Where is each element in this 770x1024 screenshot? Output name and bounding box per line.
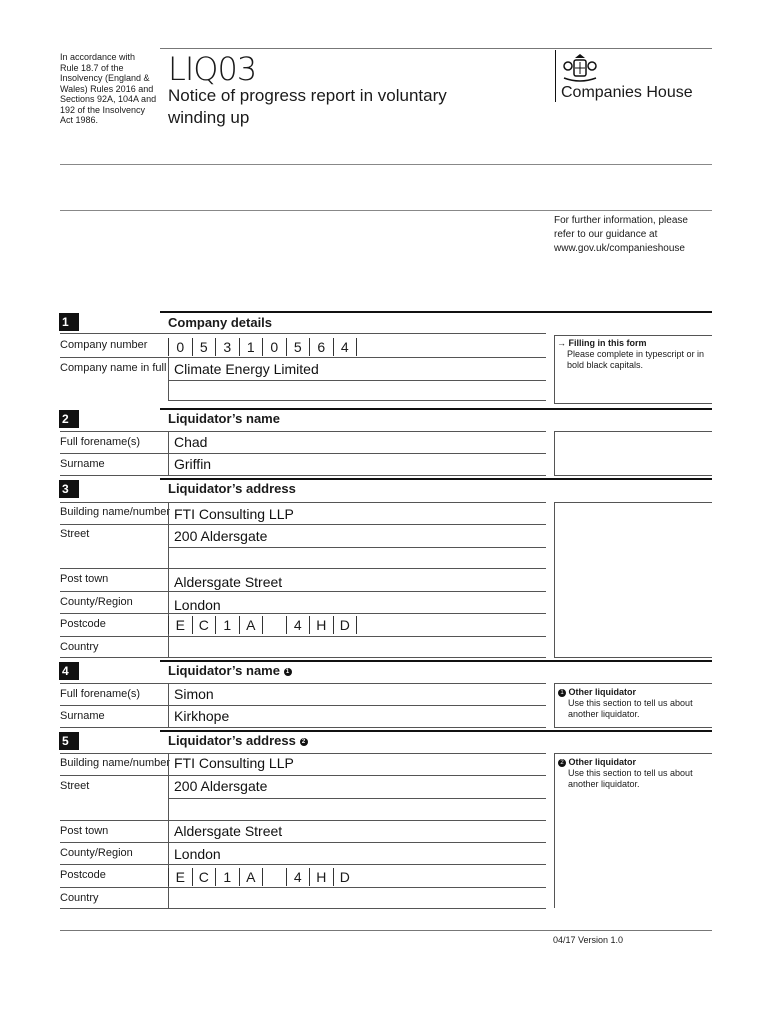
county-label-2: County/Region <box>60 847 133 859</box>
note-marker-1: 1 <box>284 668 292 676</box>
form-title-line2: winding up <box>168 108 250 127</box>
building-field[interactable]: FTI Consulting LLP <box>174 506 294 522</box>
company-number-digit: 0 <box>262 338 286 356</box>
postcode-char: 4 <box>286 868 310 886</box>
section-3-title: Liquidator’s address <box>168 481 296 496</box>
section-1-number: 1 <box>59 313 79 331</box>
post-town-label: Post town <box>60 573 109 585</box>
postcode-char: 4 <box>286 616 310 634</box>
other-liquidator-note-2: 2 Other liquidator Use this section to tell us about another liquidator. <box>558 757 693 790</box>
section-3-number: 3 <box>59 480 79 498</box>
postcode-label-2: Postcode <box>60 869 106 881</box>
forename-field[interactable]: Chad <box>174 434 208 450</box>
company-number-digit: 6 <box>309 338 333 356</box>
form-title-line1: Notice of progress report in voluntary <box>168 86 447 105</box>
section-4-number: 4 <box>59 662 79 680</box>
county-field[interactable]: London <box>174 597 221 613</box>
postcode-char: C <box>192 868 216 886</box>
building-field-2[interactable]: FTI Consulting LLP <box>174 755 294 771</box>
forename-label: Full forename(s) <box>60 436 141 448</box>
building-label-2: Building name/number <box>60 757 171 769</box>
org-name: Companies House <box>561 84 693 101</box>
postcode-char: D <box>333 868 357 886</box>
company-name-label: Company name in full <box>60 362 167 374</box>
building-label: Building name/number <box>60 506 171 518</box>
postcode-char <box>262 868 286 886</box>
county-field-2[interactable]: London <box>174 846 221 862</box>
post-town-label-2: Post town <box>60 825 109 837</box>
country-label-2: Country <box>60 892 99 904</box>
street-field[interactable]: 200 Aldersgate <box>174 528 268 544</box>
postcode-label: Postcode <box>60 618 106 630</box>
company-number-digit: 4 <box>333 338 357 356</box>
post-town-field[interactable]: Aldersgate Street <box>174 574 283 590</box>
post-town-field-2[interactable]: Aldersgate Street <box>174 823 283 839</box>
surname-label-2: Surname <box>60 710 105 722</box>
street-field-2[interactable]: 200 Aldersgate <box>174 778 268 794</box>
postcode-char: 1 <box>215 616 239 634</box>
section-1-title: Company details <box>168 315 273 330</box>
filling-in-note: → Filling in this form Please complete in typescript or in bold black capitals. <box>557 338 705 370</box>
company-number-digit: 1 <box>239 338 263 356</box>
section-4-title: Liquidator’s name 1 <box>168 663 292 678</box>
postcode-char: A <box>239 616 263 634</box>
surname-label: Surname <box>60 458 105 470</box>
forename-field-2[interactable]: Simon <box>174 686 214 702</box>
other-liquidator-note-1: 1 Other liquidator Use this section to tell us about another liquidator. <box>558 687 693 720</box>
section-5-title: Liquidator’s address 2 <box>168 733 308 748</box>
postcode-field[interactable] <box>168 616 357 634</box>
postcode-char: D <box>333 616 357 634</box>
royal-crest-icon <box>562 54 598 84</box>
postcode-char: A <box>239 868 263 886</box>
county-label: County/Region <box>60 596 133 608</box>
postcode-char: H <box>309 868 333 886</box>
postcode-char: H <box>309 616 333 634</box>
company-number-digit: 0 <box>168 338 192 356</box>
postcode-char: C <box>192 616 216 634</box>
surname-field-2[interactable]: Kirkhope <box>174 708 230 724</box>
company-name-field[interactable]: Climate Energy Limited <box>174 361 319 377</box>
note-marker-2: 2 <box>300 738 308 746</box>
company-number-digit: 3 <box>215 338 239 356</box>
company-number-digit: 5 <box>192 338 216 356</box>
company-number-field[interactable] <box>168 338 357 356</box>
postcode-char <box>262 616 286 634</box>
surname-field[interactable]: Griffin <box>174 456 212 472</box>
section-5-number: 5 <box>59 732 79 750</box>
postcode-char: E <box>168 616 192 634</box>
postcode-char: E <box>168 868 192 886</box>
postcode-char: 1 <box>215 868 239 886</box>
form-code: LIQ03 <box>168 50 257 88</box>
section-2-number: 2 <box>59 410 79 428</box>
street-label: Street <box>60 528 90 540</box>
street-label-2: Street <box>60 780 90 792</box>
company-number-label: Company number <box>60 339 148 351</box>
section-2-title: Liquidator’s name <box>168 411 280 426</box>
legal-note: In accordance with Rule 18.7 of the Insolvency (England & Wales) Rules 2016 and Sections 92A, 104A and 192 of the Insolvency Act 1986. <box>60 52 157 125</box>
forename-label-2: Full forename(s) <box>60 688 141 700</box>
guidance-text: For further information, please refer to our guidance at www.gov.uk/companieshouse <box>554 215 688 254</box>
version-label: 04/17 Version 1.0 <box>553 935 624 945</box>
company-number-digit: 5 <box>286 338 310 356</box>
country-label: Country <box>60 641 99 653</box>
postcode-field-2[interactable] <box>168 868 356 886</box>
